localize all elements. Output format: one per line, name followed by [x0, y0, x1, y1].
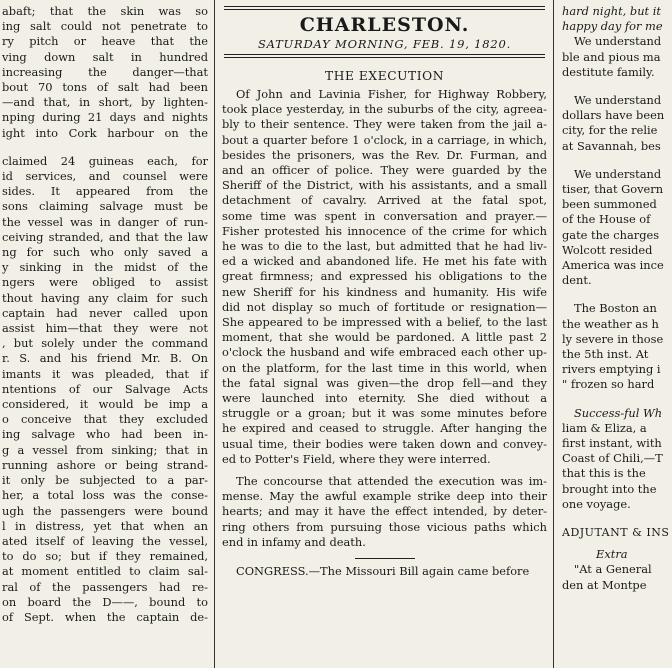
text-line: dent. [562, 273, 592, 288]
article-body [218, 87, 551, 467]
masthead-rule-top [224, 6, 545, 10]
text-line: the weather as h [562, 316, 659, 331]
text-line: ring others from pursuing those vicious paths which [222, 519, 547, 534]
text-line: happy day for me [562, 19, 663, 34]
text-line: city, for the relie [562, 123, 658, 138]
text-line: bout a quarter before 1 o'clock, in a carriage, in which, [222, 132, 547, 147]
text-line: ated itself of leaving the vessel, [2, 533, 208, 548]
text-line: mense. May the awful example strike deep into their [222, 489, 547, 504]
column-rule-left [214, 0, 215, 668]
text-line: increasing the danger—that [2, 64, 208, 79]
extract-label: Extra [596, 547, 628, 562]
text-line: considered, it would be imp a [2, 397, 208, 412]
text-line: of the House of [562, 212, 651, 227]
text-line: her, a total loss was the conse- [2, 488, 208, 503]
right-headline: ADJUTANT & INS [562, 526, 670, 540]
text-line: besides the prisoners, was the Rev. Dr. Furman, and [222, 147, 547, 162]
text-line: first instant, with [562, 436, 662, 451]
text-line: gate the charges [562, 227, 660, 242]
text-line: liam & Eliza, a [562, 420, 647, 435]
text-line: of Sept. when the captain de- [2, 609, 208, 624]
text-line: bly to their sentence. They were taken from the jail a- [222, 117, 547, 132]
article-headline: THE EXECUTION [325, 69, 444, 83]
text-line: dollars have been [562, 108, 665, 123]
text-line: Fisher protested his innocence of the crime for which [222, 223, 547, 238]
text-line: o'clock the husband and wife embraced each other up- [222, 345, 547, 360]
text-line: ntentions of our Salvage Acts [2, 381, 208, 396]
text-line: ngers were obliged to assist [2, 275, 208, 290]
text-line: ugh the passengers were bound [2, 503, 208, 518]
text-line: Sheriff of the District, with his assistants, and a small [222, 178, 547, 193]
right-column [556, 0, 672, 668]
text-line: it only be subjected to a par- [2, 473, 208, 488]
congress-line: CONGRESS.—The Missouri Bill again came before [236, 564, 530, 579]
text-line: usual time, their bodies were taken down and convey- [222, 436, 547, 451]
text-line: sons claiming salvage must be [2, 199, 208, 214]
text-line: claimed 24 guineas each, for [2, 153, 208, 168]
text-line: brought into the [562, 481, 657, 496]
text-line: took place yesterday, in the suburbs of the city, agreea- [222, 102, 547, 117]
text-line: detachment of cavalry. Arrived at the fatal spot, [222, 193, 547, 208]
text-line: on board the D——, bound to [2, 594, 208, 609]
text-line: some time was spent in conversation and prayer.— [222, 208, 547, 223]
text-line: moment, that she would be pardoned. A little past 2 [222, 330, 547, 345]
section-rule [355, 558, 415, 559]
masthead-date: SATURDAY MORNING, FEB. 19, 1820. [257, 37, 512, 51]
text-line: ly severe in those [562, 331, 664, 346]
article-closing [218, 474, 551, 550]
text-line: She appeared to be impressed with a belief, to the last [222, 315, 547, 330]
text-line: —and that, in short, by lighten- [2, 95, 208, 110]
text-line: thout having any claim for such [2, 290, 208, 305]
middle-column [218, 0, 551, 668]
text-line: id services, and counsel were [2, 169, 208, 184]
text-line: Success-ful Wh [574, 405, 663, 420]
text-line: did not display so much of fortitude or resignation— [222, 299, 547, 314]
text-line: America was ince [562, 258, 664, 273]
text-line: assist him—that they were not [2, 321, 208, 336]
text-line: the 5th inst. At [562, 347, 649, 362]
text-line: new Sheriff for his kindness and humanity. His wife [222, 284, 547, 299]
text-line: Of John and Lavinia Fisher, for Highway Robbery, [236, 87, 547, 101]
right-last-line: den at Montpe [562, 577, 647, 592]
text-line: bout 70 tons of salt had been [2, 80, 208, 95]
text-line: l in distress, yet that when an [2, 518, 208, 533]
text-line: that this is the [562, 466, 646, 481]
text-line: at Savannah, bes [562, 138, 661, 153]
text-line: destitute family. [562, 64, 655, 79]
text-line: ral of the passengers had re- [2, 579, 208, 594]
text-line: The Boston an [574, 301, 657, 316]
text-line: were launched into eternity. She died without a [222, 391, 547, 406]
text-line: he was to die to the last, but admitted that he had liv- [222, 239, 547, 254]
text-line: ing salvage who had been in- [2, 427, 208, 442]
text-line: g a vessel from sinking; that in [2, 442, 208, 457]
text-line: ed a wicked and abandoned life. He met his fate with [222, 254, 547, 269]
text-line: ry pitch or heave that the [2, 34, 208, 49]
text-line: and an officer of police. They were guarded by the [222, 163, 547, 178]
extract-line: "At a General [574, 562, 652, 577]
text-line: ving down salt in hundred [2, 49, 208, 64]
text-line: sides. It appeared from the [2, 184, 208, 199]
text-line: The concourse that attended the execution was im- [236, 474, 547, 489]
text-line: Coast of Chili,—T [562, 451, 663, 466]
column-rule-right [553, 0, 554, 668]
text-line: , but solely under the command [2, 336, 208, 351]
text-line: We understand [574, 166, 662, 181]
text-line: ble and pious ma [562, 49, 661, 64]
text-line: great firmness; and expressed his obligations to the [222, 269, 547, 284]
text-line: hard night, but it [562, 4, 661, 18]
text-line: end in infamy and death. [222, 534, 366, 549]
text-line: one voyage. [562, 496, 631, 511]
text-line: We understand [574, 93, 662, 108]
text-line: rivers emptying i [562, 362, 661, 377]
text-line: nping during 21 days and nights [2, 110, 208, 125]
text-line: " frozen so hard [562, 377, 655, 392]
text-line: y sinking in the midst of the [2, 260, 208, 275]
text-line: tiser, that Govern [562, 182, 664, 197]
text-line: ing salt could not penetrate to [2, 19, 208, 34]
text-line: ceiving stranded, and that the law [2, 229, 208, 244]
text-line: the fatal signal was given—the drop fell—and they [222, 375, 547, 390]
text-line: ed to Potter's Field, where they were interred. [222, 451, 491, 466]
text-line: captain had never called upon [2, 305, 208, 320]
text-line: ng for such who only saved a [2, 245, 208, 260]
masthead-rule-bottom [224, 54, 545, 58]
text-line: been summoned [562, 197, 657, 212]
left-column [0, 0, 212, 668]
text-line: abaft; that the skin was so [2, 4, 208, 18]
masthead-title: CHARLESTON. [299, 14, 470, 36]
text-line: r. S. and his friend Mr. B. On [2, 351, 208, 366]
text-line: We understand [574, 34, 662, 49]
text-line: running ashore or being strand- [2, 457, 208, 472]
text-line: ight into Cork harbour on the [2, 125, 208, 140]
text-line: hearts; and may it have the effect intended, by deter- [222, 504, 547, 519]
text-line: Wolcott resided [562, 242, 653, 257]
text-line: on the platform, for the last time in this world, when [222, 360, 547, 375]
text-line: o conceive that they excluded [2, 412, 208, 427]
text-line: struggle or a groan; but it was some minutes before [222, 406, 547, 421]
text-line: to do so; but if they remained, [2, 549, 208, 564]
text-line: the vessel was in danger of run- [2, 214, 208, 229]
text-line: imants it was pleaded, that if [2, 366, 208, 381]
text-line: at moment entitled to claim sal- [2, 564, 208, 579]
text-line: he expired and ceased to struggle. After hanging the [222, 421, 547, 436]
